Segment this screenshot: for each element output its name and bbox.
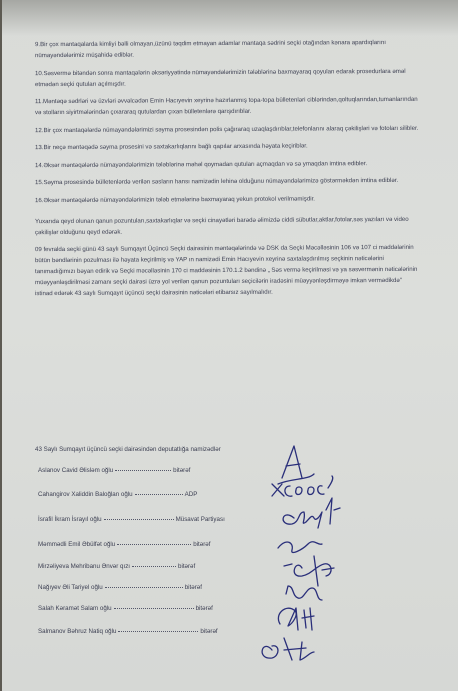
dotted-leader	[135, 493, 183, 495]
dotted-leader	[105, 586, 183, 588]
signature-nagiyev	[286, 586, 322, 600]
dotted-leader	[114, 607, 194, 609]
candidate-affiliation: bitərəf	[200, 628, 218, 635]
candidate-affiliation: Müsavat Partiyası	[175, 516, 225, 523]
candidate-affiliation: bitərəf	[178, 563, 196, 570]
candidate-name: İsrafil İkram İsrayıl oğlu	[38, 516, 102, 523]
complaint-item-9: 9.Bir çox mantaqalarda kimliyi bəlli olmayan,üzünü təqdim etmayan adamlar mantaqa sədrini seçki otağından kənara apardıqlarını nümayəndələrimiz müşahidə ediblər.	[35, 39, 386, 60]
candidate-name: Salmanov Bəhruz Natiq oğlu	[38, 628, 117, 635]
dotted-leader	[104, 518, 174, 520]
dotted-leader	[132, 565, 176, 567]
complaint-item-14: 14.Əksər məntəqələrdə nümayəndələrimizin tələblərinə məhəl qoymadan qutuları açmaqdan və sə ymaqdan imtina edibler.	[35, 159, 368, 169]
page-shadow	[2, 0, 458, 36]
complaint-item-11: 11.Məntəqə sədrləri və üzvləri əvvəlcədən Emin Hacıyevin xeyrinə hazırlanmış topa-topa bülletenləri ciblərindən,qoltuqlarından,tumanlarından və stolların siyirtmələrindən çıxararaq qutulardan çıxan bülletenlərə qarışdırıblar.	[35, 95, 418, 117]
candidate-name: Cahangirov Xaliddin Baloğlan oğlu	[38, 491, 133, 498]
candidate-name: Nağıyev Əli Tariyel oğlu	[38, 584, 103, 591]
candidate-affiliation: bitərəf	[193, 541, 211, 548]
candidate-affiliation: bitərəf	[173, 467, 191, 474]
handwritten-signatures	[222, 438, 422, 668]
candidate-name: Salah Kəramət Salam oğlu	[38, 605, 112, 612]
signature-israfil	[283, 498, 340, 528]
candidate-affiliation: ADP	[184, 491, 198, 498]
document-page	[2, 0, 458, 691]
candidate-name: Mirzəliyeva Mehribanu Ənvər qızı	[38, 563, 131, 570]
dotted-leader	[115, 469, 171, 471]
signature-salah	[278, 608, 314, 630]
signature-aslanov	[278, 446, 314, 484]
complaint-item-15: 15.Səyma prosesində bülletenlərdə verilən səsların hansı namizədin lehinə olduğunu nümayəndələrimizə göstərməkdən imtina ediblər.	[35, 176, 399, 187]
candidate-affiliation: bitərəf	[195, 605, 213, 612]
signature-mammadli	[278, 542, 322, 553]
conclusion-paragraph: 09 fevralda seçki günü 43 saylı Sumqayıt Üçüncü Seçki dairəsinin məntəqələrində və DSK da Seçki Məcəlləsinin 106 və 107 ci maddələrinin bütün bəndlərinin pozulması ilə həyata keçirilmiş və YAP ın namizədi Emin Hacıyevin xeyrinə saxtalaşdırılmış seçkinin nəticələrini tanımadığımızı bəyan edirik və Seçki məcəlləsinin 170 ci maddəsinin 170.1.2 bəndinə „ Səs vermə keçirilməsi və ya səsvermənin nəticələrinin müəyyənləşdirilməsi zamanı seçki dairəsi üzrə yol verilən qanun pozuntuları seçicilərin iradəsini müəyyənləşdirməyə imkan vermədikdə” istinad edərək 43 saylı Sumqayıt üçüncü seçki dairəsinin nəticələri etibarsız sayılmalıdır.	[35, 243, 418, 298]
candidate-affiliation: bitərəf	[184, 584, 202, 591]
dotted-leader	[117, 543, 191, 545]
evidence-paragraph: Yuxarıda qeyd olunan qanun pozuntuları,saxtakarlıqlar və seçki cinayətləri barədə əlimizdə ciddi sübutlar,aktlar,fotolar,səs yazıları və video çəkilişlər olduğunu qeyd edərək.	[35, 215, 409, 236]
complaint-item-13: 13.Bir neçə məntəqədə səyma prosesini və saxtakarlıqlarını bağlı qapılar arxasında həyata keçiriblər.	[35, 142, 308, 152]
complaint-item-12: 12.Bir çox mantaqələrdə nümayəndələrimizi səyma prosesindən polis çağıraraq uzaqlaşdırıblar,telefonlarını alaraq çəkilişləri və fotoları silibler.	[35, 124, 419, 134]
signature-salmanov	[262, 638, 314, 660]
signature-mirzaliyeva	[284, 556, 334, 586]
complaint-item-16: 16.Əksər məntəqələrdə nümayəndələrimizin tələb etmələrinə baxmayaraq yekun protokol verilməmişdir.	[35, 194, 315, 204]
complaint-list	[35, 38, 420, 305]
candidate-name: Məmmədli Emil Əbülfət oğlu	[38, 541, 116, 548]
dotted-leader	[118, 630, 198, 632]
candidates-heading: 43 Saylı Sumqayıt üçüncü seçki dairəsindən deputatlığa namizədlər	[35, 446, 221, 453]
candidate-name: Aslanov Cavid Əlisləm oğlu	[38, 467, 114, 474]
complaint-item-10: 10.Səsvermə bitəndən sonra mantaqələrin əksəriyyətində nümayəndələrimizin tələblərinə baxmayaraq qoyulan edarak prosedurlara əməl etmədən seçki qutuları açılmışdır.	[35, 67, 406, 88]
